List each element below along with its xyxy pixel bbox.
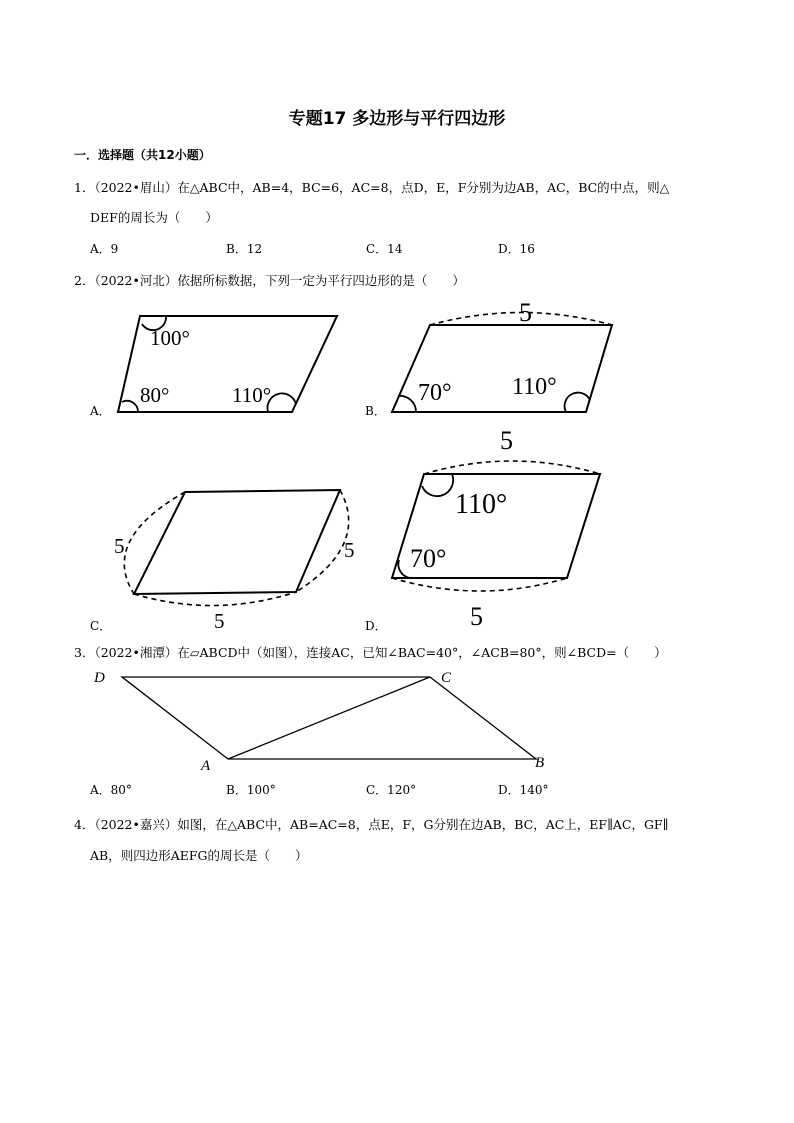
figure-d-top-length: 5 [500, 426, 513, 455]
figure-a-angle-left: 80° [140, 383, 170, 407]
question-3-option-a: A．80° [90, 783, 132, 797]
figure-b-angle-left: 70° [418, 380, 452, 406]
question-2-option-b-label: B． [365, 404, 386, 418]
figure-q3-diagonal-ac [228, 677, 430, 759]
question-1-line-2: DEF的周长为（ ） [90, 210, 218, 225]
figure-a-angle-top: 100° [150, 326, 190, 350]
question-1-option-d: D．16 [498, 242, 535, 256]
figure-b-angle-right: 110° [512, 374, 557, 400]
figure-d-angle-top: 110° [455, 489, 508, 520]
figure-q3-point-b: B [535, 755, 545, 771]
question-3-option-c: C．120° [366, 783, 417, 797]
question-2-line-1: 2．（2022•河北）依据所标数据，下列一定为平行四边形的是（ ） [74, 273, 465, 288]
figure-d-bottom-length: 5 [470, 602, 483, 631]
figure-d-angle-bottom: 70° [410, 544, 447, 573]
figure-c-bottom-length: 5 [214, 609, 225, 633]
question-1-line-1: 1．（2022•眉山）在△ABC中，AB=4，BC=6，AC=8，点D，E，F分别为边AB，AC，BC的中点，则△ [74, 180, 670, 195]
question-2-option-a-label: A． [90, 404, 111, 418]
question-2-option-d-label: D． [365, 619, 387, 633]
question-4-line-2: AB，则四边形AEFG的周长是（ ） [90, 848, 308, 863]
page-title: 专题17 多边形与平行四边形 [288, 109, 506, 129]
question-3-line-1: 3．（2022•湘潭）在▱ABCD中（如图），连接AC，已知∠BAC=40°，∠ACB=80°，则∠BCD=（ ） [74, 645, 667, 660]
question-2-option-c-label: C． [90, 619, 112, 633]
question-4-line-1: 4．（2022•嘉兴）如图，在△ABC中，AB=AC=8，点E，F，G分别在边AB，BC，AC上，EF∥AC，GF∥ [74, 817, 669, 832]
figure-q3-point-c: C [441, 670, 452, 686]
figure-a-angle-right: 110° [232, 383, 272, 407]
question-1-option-c: C．14 [366, 242, 403, 256]
section-heading: 一．选择题（共12小题） [74, 148, 211, 162]
question-3-option-d: D．140° [498, 783, 549, 797]
figure-c-left-length: 5 [114, 534, 125, 558]
question-1-option-a: A．9 [90, 242, 119, 256]
question-3-option-b: B．100° [226, 783, 276, 797]
figure-q3-point-d: D [94, 670, 105, 686]
figure-b-side-length: 5 [519, 298, 532, 327]
question-1-option-b: B．12 [226, 242, 263, 256]
figure-q3-point-a: A [201, 758, 211, 774]
figure-c-right-length: 5 [344, 538, 355, 562]
